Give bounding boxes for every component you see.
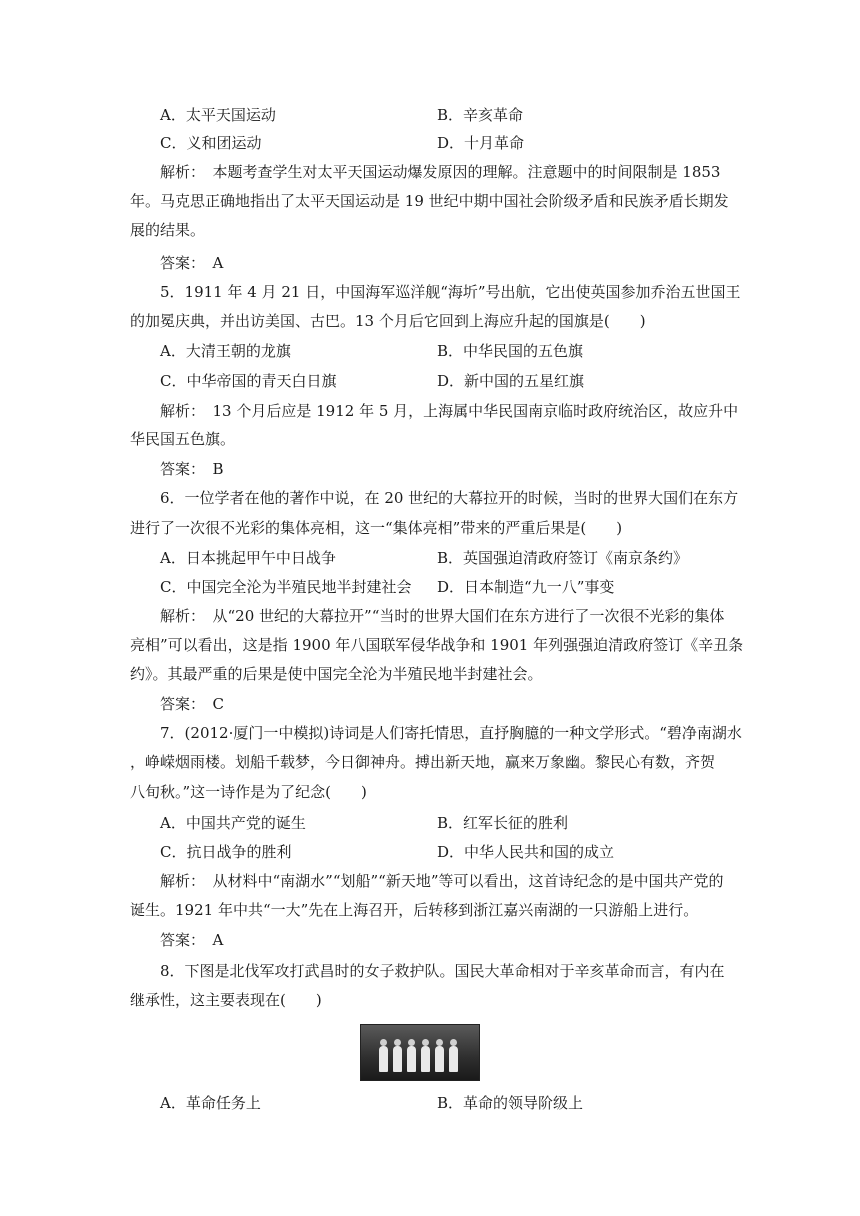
option-c: C．中国完全沦为半殖民地半封建社会 [160,578,412,596]
answer-line [0,249,860,277]
analysis-line [0,660,860,688]
option-a: A．大清王朝的龙旗 [160,342,291,360]
options-row [0,573,860,601]
option-c: C．义和团运动 [160,134,262,152]
person-figure [379,1046,388,1072]
text-line: 诞生。1921 年中共“一大”先在上海召开，后转移到浙江嘉兴南湖的一只游船上进行。 [130,901,699,919]
person-figure [393,1046,402,1072]
analysis-line [0,158,860,186]
option-d: D．新中国的五星红旗 [437,372,585,390]
options-row [0,1089,860,1117]
text-line: 解析： 13 个月后应是 1912 年 5 月，上海属中华民国南京临时政府统治区，故应升中 [160,402,739,420]
question-line [0,957,860,985]
text-line: 华民国五色旗。 [130,430,236,448]
analysis-line [0,602,860,630]
question-text: 6．一位学者在他的著作中说，在 20 世纪的大幕拉开的时候，当时的世界大国们在东方 [160,489,739,507]
options-row [0,101,860,129]
question-text: 7．(2012·厦门一中模拟)诗词是人们寄托情思，直抒胸臆的一种文学形式。“碧净南湖水 [160,724,742,742]
question-line [0,278,860,306]
option-c: C．抗日战争的胜利 [160,843,292,861]
question-line [0,719,860,747]
text-line: 解析： 从“20 世纪的大幕拉开”“当时的世界大国们在东方进行了一次很不光彩的集体 [160,607,725,625]
question-text: 8．下图是北伐军攻打武昌时的女子救护队。国民大革命相对于辛亥革命而言，有内在 [160,962,725,980]
answer-text: 答案： B [160,460,224,478]
answer-text: 答案： C [160,695,224,713]
option-c: C．中华帝国的青天白日旗 [160,372,337,390]
option-a: A．太平天国运动 [160,106,276,124]
text-line: 亮相”可以看出，这是指 1900 年八国联军侵华战争和 1901 年列强强迫清政府签订《辛丑条 [130,636,744,654]
question-line [0,514,860,542]
question-text: 5．1911 年 4 月 21 日，中国海军巡洋舰“海圻”号出航，它出使英国参加乔治五世国王 [160,283,741,301]
text-line: 解析： 从材料中“南湖水”“划船”“新天地”等可以看出，这首诗纪念的是中国共产党的 [160,872,724,890]
analysis-line [0,216,860,244]
analysis-line [0,397,860,425]
question-text: 八旬秋。”这一诗作是为了纪念( ) [130,783,367,801]
question-text: ，峥嵘烟雨楼。划船千载梦，今日御神舟。搏出新天地，赢来万象幽。黎民心有数，齐贺 [130,753,716,771]
person-figure [449,1046,458,1072]
option-d: D．日本制造“九一八”事变 [437,578,615,596]
option-a: A．日本挑起甲午中日战争 [160,549,336,567]
question-text: 继承性，这主要表现在( ) [130,991,322,1009]
answer-text: 答案： A [160,254,224,272]
option-b: B．红军长征的胜利 [437,814,569,832]
text-line: 展的结果。 [130,221,206,239]
person-figure [407,1046,416,1072]
option-d: D．中华人民共和国的成立 [437,843,615,861]
answer-line [0,690,860,718]
question-line [0,748,860,776]
person-figure [435,1046,444,1072]
options-row [0,367,860,395]
option-b: B．中华民国的五色旗 [437,342,584,360]
analysis-line [0,867,860,895]
answer-line [0,455,860,483]
question-text: 进行了一次很不光彩的集体亮相，这一“集体亮相”带来的严重后果是( ) [130,519,623,537]
text-line: 解析： 本题考查学生对太平天国运动爆发原因的理解。注意题中的时间限制是 1853 [160,163,721,181]
analysis-line [0,631,860,659]
option-b: B．辛亥革命 [437,106,524,124]
answer-text: 答案： A [160,931,224,949]
analysis-line [0,896,860,924]
question-text: 的加冕庆典，并出访美国、古巴。13 个月后它回到上海应升起的国旗是( ) [130,312,646,330]
nurse-team-photo [360,1024,480,1081]
option-b: B．英国强迫清政府签订《南京条约》 [437,549,689,567]
answer-line [0,926,860,954]
option-a: A．中国共产党的诞生 [160,814,306,832]
analysis-line [0,187,860,215]
option-b: B．革命的领导阶级上 [437,1094,584,1112]
option-d: D．十月革命 [437,134,525,152]
person-figure [421,1046,430,1072]
options-row [0,129,860,157]
options-row [0,337,860,365]
options-row [0,838,860,866]
options-row [0,544,860,572]
question-line [0,986,860,1014]
option-a: A．革命任务上 [160,1094,261,1112]
question-line [0,307,860,335]
analysis-line [0,425,860,453]
options-row [0,809,860,837]
question-line [0,484,860,512]
text-line: 年。马克思正确地指出了太平天国运动是 19 世纪中期中国社会阶级矛盾和民族矛盾长期发 [130,192,729,210]
text-line: 约》。其最严重的后果是使中国完全沦为半殖民地半封建社会。 [130,665,543,683]
question-line [0,778,860,806]
